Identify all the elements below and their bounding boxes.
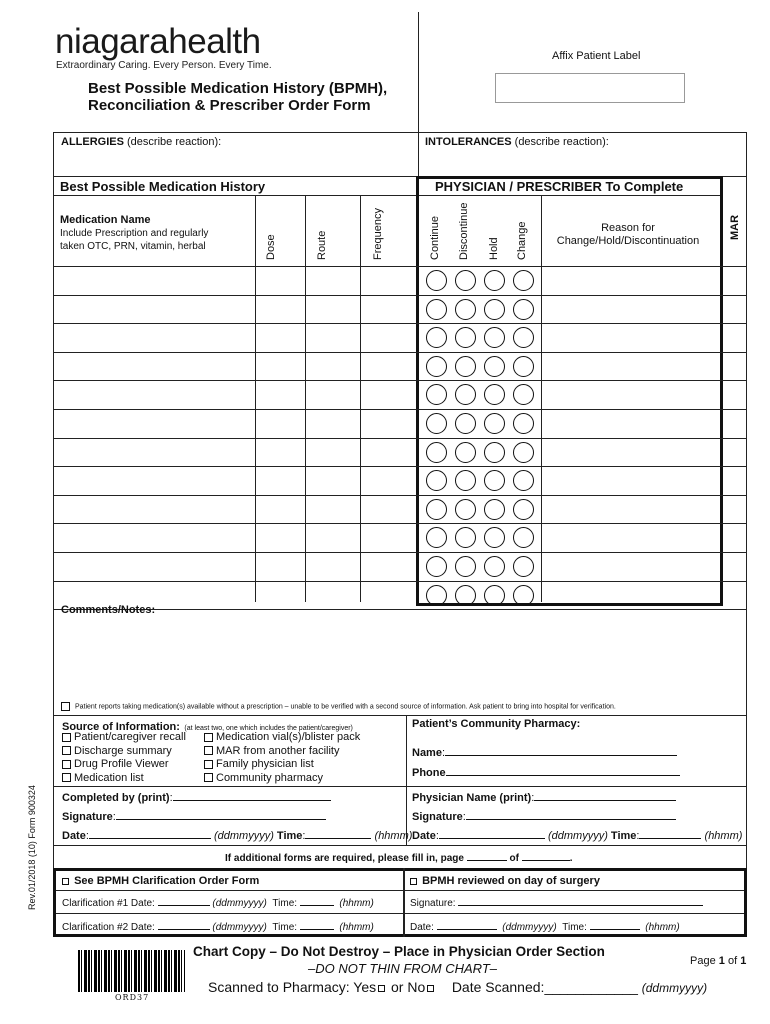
continue-circle[interactable]: [426, 499, 447, 520]
surgery-checkbox[interactable]: [410, 878, 417, 885]
surgery-time-format: (hhmm): [645, 922, 680, 933]
continue-circle[interactable]: [426, 556, 447, 577]
surgery-signature-field[interactable]: [458, 895, 703, 906]
clarification-heading: [62, 875, 259, 887]
physician-name-label: Physician Name (print): [412, 792, 532, 804]
hold-circle[interactable]: [484, 356, 505, 377]
continue-circle[interactable]: [426, 527, 447, 548]
physician-date-field[interactable]: [439, 828, 545, 839]
physician-signature-field[interactable]: [466, 809, 676, 820]
surgery-date-label: Date:: [410, 922, 434, 933]
med-name-header: [60, 214, 208, 253]
change-circle[interactable]: [513, 585, 534, 606]
source-option-label: Medication list: [74, 771, 144, 784]
change-circle[interactable]: [513, 327, 534, 348]
grid-col-route: [305, 195, 306, 602]
clarification2-time-field[interactable]: [300, 919, 334, 930]
clarification-divider: [403, 868, 405, 937]
discontinue-circle[interactable]: [455, 413, 476, 434]
reason-line1: Reason for: [601, 222, 655, 234]
grid-row-line: [53, 380, 747, 381]
continue-circle[interactable]: [426, 413, 447, 434]
discontinue-circle[interactable]: [455, 442, 476, 463]
continue-circle[interactable]: [426, 270, 447, 291]
physician-name-row: Physician Name (print):: [412, 790, 676, 804]
col-dose: Dose: [265, 234, 277, 260]
col-change: Change: [516, 221, 528, 260]
additional-top: [53, 845, 747, 846]
clarification2-date-format: (ddmmyyyy): [212, 922, 267, 933]
page-total-field[interactable]: [522, 850, 570, 861]
hold-circle[interactable]: [484, 384, 505, 405]
grid-row-line: [53, 523, 747, 524]
source-option[interactable]: [62, 772, 186, 786]
source-options-left: [62, 731, 186, 785]
hold-circle[interactable]: [484, 327, 505, 348]
surgery-date-format: (ddmmyyyy): [502, 922, 557, 933]
col-continue: Continue: [429, 215, 441, 260]
scanned-no-label: No: [407, 979, 426, 995]
clarification-row2: [62, 919, 374, 933]
source-option[interactable]: [204, 758, 360, 772]
scanned-or: or: [391, 979, 404, 995]
surgery-heading-text: BPMH reviewed on day of surgery: [422, 875, 600, 887]
surgery-heading: [410, 875, 600, 887]
reason-line2: Change/Hold/Discontinuation: [556, 235, 700, 247]
comments-label: Comments/Notes:: [61, 604, 156, 616]
source-note: (at least two, one which includes the patient/caregiver): [184, 725, 353, 732]
hold-circle[interactable]: [484, 270, 505, 291]
affix-patient-label: Affix Patient Label: [552, 50, 641, 62]
barcode: [78, 950, 185, 992]
discontinue-circle[interactable]: [455, 327, 476, 348]
source-option[interactable]: [204, 772, 360, 786]
grid-row-line: [53, 495, 747, 496]
patient-label-box[interactable]: [495, 73, 685, 103]
signature-label: Signature: [62, 811, 113, 823]
surgery-signature-row: [410, 895, 703, 909]
physician-date-label: Date: [412, 830, 436, 842]
source-options-right: [204, 731, 360, 785]
continue-circle[interactable]: [426, 585, 447, 606]
tagline: Extraordinary Caring. Every Person. Every Time.: [56, 60, 272, 71]
continue-circle[interactable]: [426, 356, 447, 377]
clarification-row2-label: Clarification #2 Date:: [62, 922, 155, 933]
physician-name-field[interactable]: [534, 790, 676, 801]
completed-date-row: Date: (ddmmyyyy) Time: (hhmm): [62, 830, 413, 842]
source-checkbox[interactable]: [62, 760, 71, 769]
source-option-label: Drug Profile Viewer: [74, 758, 169, 770]
change-circle[interactable]: [513, 299, 534, 320]
unverified-note: Patient reports taking medication(s) available without a prescription – unable to be verified with a second source of information. Ask patient to bring into hospital for verification.: [74, 703, 616, 711]
grid-row-line: [53, 352, 747, 353]
date-format: (ddmmyyyy): [213, 830, 274, 842]
discontinue-circle[interactable]: [455, 270, 476, 291]
time-label: Time: [276, 830, 303, 842]
frame-right: [746, 132, 747, 937]
unverified-checkbox[interactable]: [61, 702, 70, 711]
source-option[interactable]: [62, 745, 186, 759]
source-checkbox[interactable]: [62, 733, 71, 742]
allergies-title: ALLERGIES: [61, 136, 124, 148]
table-top-border: [53, 132, 747, 133]
completed-by-row: Completed by (print):: [62, 790, 331, 804]
source-option[interactable]: [204, 731, 360, 745]
form-title-line2: Reconciliation & Prescriber Order Form: [88, 97, 371, 114]
hold-circle[interactable]: [484, 470, 505, 491]
source-option-label: Community pharmacy: [216, 771, 323, 784]
surgery-time-field[interactable]: [590, 919, 640, 930]
clarification-row1: [62, 895, 374, 909]
date-scanned-format: (ddmmyyyy): [641, 981, 708, 995]
source-checkbox[interactable]: [204, 773, 213, 782]
source-option-label: Medication vial(s)/blister pack: [216, 731, 361, 743]
change-circle[interactable]: [513, 356, 534, 377]
intolerances-suffix: (describe reaction):: [514, 136, 609, 148]
time-format: (hhmm): [374, 830, 413, 842]
source-option-label: Patient/caregiver recall: [74, 731, 186, 743]
additional-text: If additional forms are required, please fill in, page: [225, 853, 464, 864]
clarification2-time-label: Time:: [272, 922, 298, 933]
form-title-line1: Best Possible Medication History (BPMH),: [88, 80, 388, 97]
med-name-label: Medication Name: [60, 214, 151, 226]
grid-row-line: [53, 438, 747, 439]
physician-time-label: Time: [610, 830, 637, 842]
source-label: Source of Information:: [62, 721, 180, 733]
col-frequency: Frequency: [372, 208, 384, 260]
additional-of: of: [509, 853, 519, 864]
intolerances-title: INTOLERANCES: [425, 136, 512, 148]
source-checkbox[interactable]: [204, 760, 213, 769]
form-title: [88, 80, 387, 114]
grid-col-frequency: [360, 195, 361, 602]
pharmacy-phone-row: [412, 765, 680, 779]
pharmacy-phone-field[interactable]: [446, 765, 680, 776]
source-checkbox[interactable]: [62, 773, 71, 782]
source-option[interactable]: [62, 731, 186, 745]
header-divider: [418, 12, 419, 134]
continue-circle[interactable]: [426, 442, 447, 463]
grid-row-line: [53, 552, 747, 553]
surgery-signature-label: Signature:: [410, 898, 456, 909]
grid-row-line: [53, 295, 747, 296]
physician-date-format: (ddmmyyyy): [547, 830, 608, 842]
pharmacy-name-row: Name:: [412, 745, 677, 759]
intolerances-label: [425, 136, 609, 148]
grid-col-dose: [255, 195, 256, 602]
page-total: 1: [740, 955, 747, 967]
physician-signature-row: Signature:: [412, 809, 676, 823]
unverified-checkbox-row[interactable]: [61, 702, 616, 711]
change-circle[interactable]: [513, 442, 534, 463]
pharmacy-label: Patient’s Community Pharmacy:: [412, 718, 581, 730]
scanned-yes-checkbox[interactable]: [378, 985, 385, 992]
clarification-date-format: (ddmmyyyy): [212, 898, 267, 909]
bpmh-heading: Best Possible Medication History: [60, 179, 266, 194]
clarification1-time-field[interactable]: [300, 895, 334, 906]
prescriber-heading: PHYSICIAN / PRESCRIBER To Complete: [435, 179, 684, 194]
change-circle[interactable]: [513, 470, 534, 491]
chart-copy-text: Chart Copy – Do Not Destroy – Place in Physician Order Section: [193, 944, 605, 959]
clarification-heading-text: See BPMH Clarification Order Form: [74, 875, 260, 887]
page-number: [690, 955, 746, 967]
clarification2-date-field[interactable]: [158, 919, 210, 930]
source-checkbox[interactable]: [204, 733, 213, 742]
completed-by-label: Completed by (print): [62, 792, 170, 804]
physician-date-row: Date: (ddmmyyyy) Time: (hhmm): [412, 830, 743, 842]
col-route: Route: [316, 230, 328, 260]
hold-circle[interactable]: [484, 413, 505, 434]
continue-circle[interactable]: [426, 470, 447, 491]
allergies-suffix: (describe reaction):: [127, 136, 222, 148]
hold-circle[interactable]: [484, 556, 505, 577]
grid-row-line: [53, 466, 747, 467]
logo: niagarahealth: [55, 22, 261, 61]
hold-circle[interactable]: [484, 585, 505, 606]
completed-time-field[interactable]: [305, 828, 371, 839]
physician-time-field[interactable]: [639, 828, 701, 839]
continue-circle[interactable]: [426, 327, 447, 348]
scanned-no-checkbox[interactable]: [427, 985, 434, 992]
grid-row-line: [53, 409, 747, 410]
additional-period: .: [569, 853, 573, 864]
comments-bottom: [53, 715, 747, 716]
page-prefix: Page: [690, 955, 716, 967]
source-option[interactable]: [62, 758, 186, 772]
surgery-date-field[interactable]: [437, 919, 497, 930]
surgery-date-row: [410, 919, 680, 933]
clarification-line2: [56, 913, 744, 914]
frame-left: [53, 132, 54, 937]
lower-divider: [406, 715, 407, 845]
physician-signature-label: Signature: [412, 811, 463, 823]
hold-circle[interactable]: [484, 442, 505, 463]
clarification2-time-format: (hhmm): [339, 922, 374, 933]
change-circle[interactable]: [513, 527, 534, 548]
completed-signature-field[interactable]: [116, 809, 326, 820]
grid-row-line: [53, 609, 747, 610]
page-field[interactable]: [467, 850, 507, 861]
surgery-time-label: Time:: [562, 922, 587, 933]
discontinue-circle[interactable]: [455, 356, 476, 377]
hold-circle[interactable]: [484, 299, 505, 320]
col-discontinue: Discontinue: [458, 202, 470, 260]
form-revision: Rev.01/2018 (10) Form 900324: [27, 785, 37, 910]
bpmh-heading-line: [53, 195, 417, 196]
source-checkbox[interactable]: [204, 746, 213, 755]
discontinue-circle[interactable]: [455, 299, 476, 320]
pharmacy-phone-label: Phone: [412, 767, 446, 779]
completed-by-field[interactable]: [173, 790, 331, 801]
source-option-label: MAR from another facility: [216, 744, 340, 757]
change-circle[interactable]: [513, 556, 534, 577]
hold-circle[interactable]: [484, 499, 505, 520]
barcode-text: ORD37: [115, 993, 150, 1002]
date-label: Date: [62, 830, 86, 842]
pharmacy-name-label: Name: [412, 747, 442, 759]
clarification-checkbox[interactable]: [62, 878, 69, 885]
page-num: 1: [718, 955, 725, 967]
clarification-row1-label: Clarification #1 Date:: [62, 898, 155, 909]
discontinue-circle[interactable]: [455, 527, 476, 548]
allergy-divider: [418, 132, 419, 176]
med-name-help1: Include Prescription and regularly: [60, 228, 209, 239]
pharmacy-name-field[interactable]: [445, 745, 677, 756]
clarification-time-label: Time:: [272, 898, 298, 909]
source-option-label: Family physician list: [216, 758, 314, 770]
continue-circle[interactable]: [426, 384, 447, 405]
hold-circle[interactable]: [484, 527, 505, 548]
scanned-label: Scanned to Pharmacy: Yes: [208, 979, 377, 995]
discontinue-circle[interactable]: [455, 585, 476, 606]
discontinue-circle[interactable]: [455, 384, 476, 405]
grid-row-line: [53, 323, 747, 324]
source-option-label: Discharge summary: [74, 744, 172, 757]
discontinue-circle[interactable]: [455, 470, 476, 491]
page-of: of: [727, 955, 738, 967]
clarification-time-format: (hhmm): [339, 898, 374, 909]
change-circle[interactable]: [513, 413, 534, 434]
change-circle[interactable]: [513, 384, 534, 405]
completion-top: [53, 786, 747, 787]
col-mar: MAR: [729, 214, 741, 240]
change-circle[interactable]: [513, 499, 534, 520]
grid-row-line: [53, 581, 747, 582]
clarification1-date-field[interactable]: [158, 895, 210, 906]
col-hold: Hold: [488, 237, 500, 260]
completed-signature-row: Signature:: [62, 809, 326, 823]
discontinue-circle[interactable]: [455, 556, 476, 577]
date-scanned-field[interactable]: ____________: [544, 979, 638, 995]
physician-time-format: (hhmm): [704, 830, 743, 842]
continue-circle[interactable]: [426, 299, 447, 320]
completed-date-field[interactable]: [89, 828, 211, 839]
discontinue-circle[interactable]: [455, 499, 476, 520]
source-option[interactable]: [204, 745, 360, 759]
scanned-row: [208, 979, 707, 995]
do-not-thin-text: –DO NOT THIN FROM CHART–: [308, 961, 497, 976]
source-checkbox[interactable]: [62, 746, 71, 755]
clarification-line1: [56, 890, 744, 891]
med-name-help2: taken OTC, PRN, vitamin, herbal: [60, 241, 206, 252]
date-scanned-label: Date Scanned:: [451, 979, 545, 995]
change-circle[interactable]: [513, 270, 534, 291]
additional-forms: [225, 850, 573, 864]
allergies-label: [61, 136, 221, 148]
grid-header-bottom: [53, 266, 747, 267]
